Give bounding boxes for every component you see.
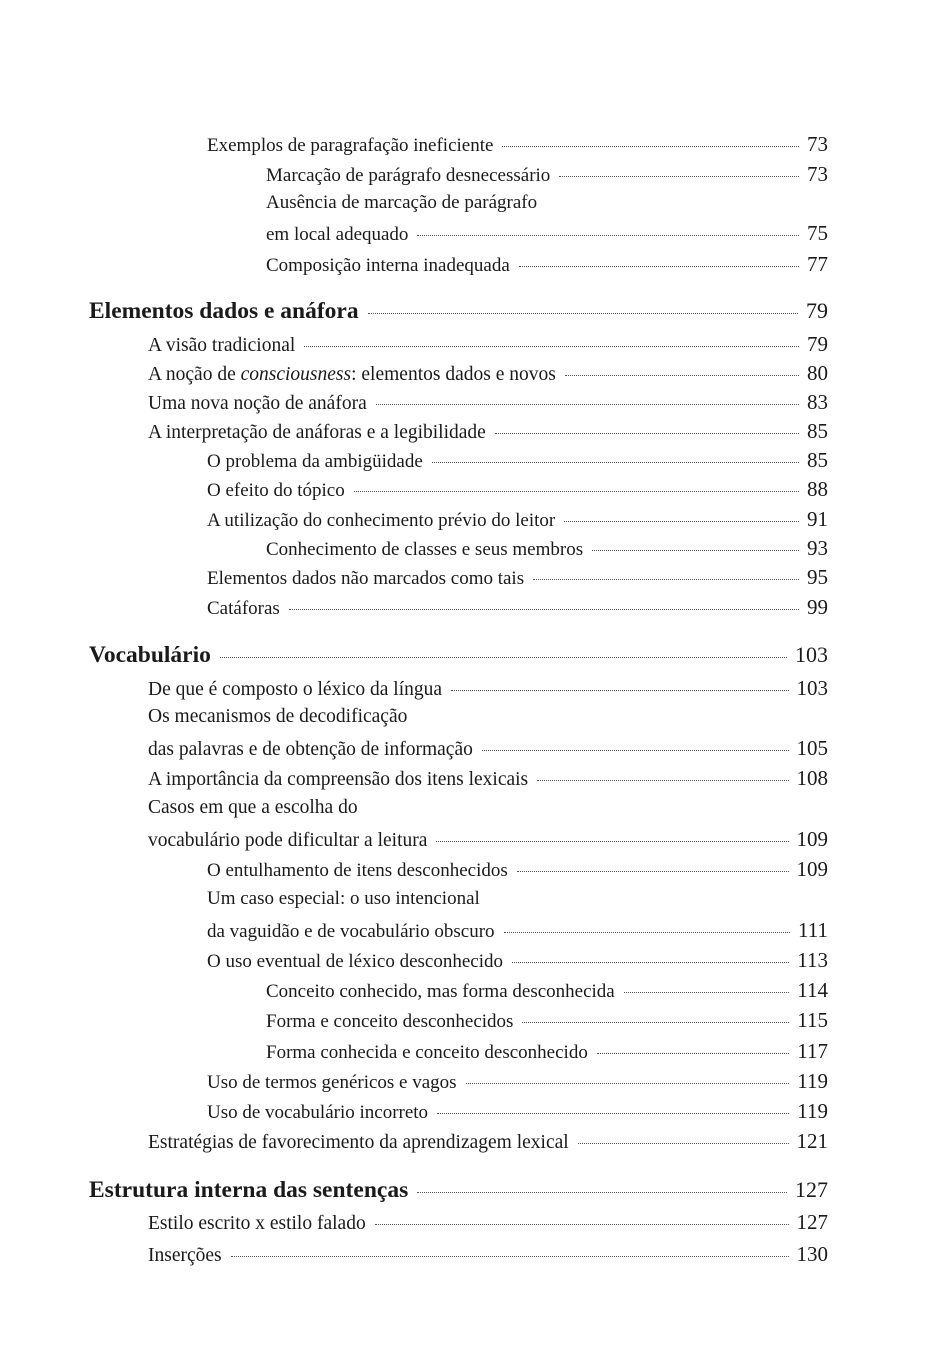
toc-entry[interactable] [266,1039,828,1064]
toc-entry[interactable] [148,736,828,761]
dot-leader [436,841,788,842]
dot-leader [482,750,789,751]
dot-leader [231,1256,789,1257]
toc-entry[interactable] [148,797,828,819]
toc-entry-title: Ausência de marcação de parágrafo [266,192,538,213]
toc-entry-page: 109 [796,827,828,851]
dot-leader [289,609,799,610]
dot-leader [466,1083,790,1084]
toc-entry-page: 103 [796,676,828,700]
toc-entry-page: 91 [807,507,828,531]
dot-leader [592,550,799,551]
dot-leader [432,462,799,463]
toc-entry-page: 111 [798,918,828,942]
toc-chapter-page: 79 [806,298,828,323]
toc-entry-page: 83 [807,390,828,414]
toc-entry-title: De que é composto o léxico da língua [148,679,443,700]
toc-entry[interactable] [148,1129,828,1154]
dot-leader [220,657,787,658]
toc-entry-title: O uso eventual de léxico desconhecido [207,951,503,972]
toc-entry-page: 73 [807,132,828,156]
toc-entry-title: da vaguidão e de vocabulário obscuro [207,921,495,942]
toc-entry[interactable] [266,536,828,561]
dot-leader [533,579,799,580]
toc-entry[interactable] [266,162,828,187]
toc-entry[interactable] [207,477,828,502]
toc-entry-title: Forma conhecida e conceito desconhecido [266,1042,588,1063]
toc-entry-title: Estilo escrito x estilo falado [148,1213,366,1234]
toc-entry[interactable] [207,132,828,157]
dot-leader [354,491,799,492]
toc-entry[interactable] [207,595,828,620]
toc-entry-title: A interpretação de anáforas e a legibilidade [148,422,486,443]
toc-chapter-page: 103 [795,642,828,667]
toc-entry-title: Marcação de parágrafo desnecessário [266,165,551,186]
dot-leader [437,1113,789,1114]
toc-entry-title: Exemplos de paragrafação ineficiente [207,135,494,156]
dot-leader [495,433,799,434]
dot-leader [559,176,799,177]
dot-leader [451,690,788,691]
toc-chapter[interactable] [89,1177,828,1204]
dot-leader [417,1192,787,1193]
toc-chapter-title: Vocabulário [89,642,211,668]
toc-chapter[interactable] [89,642,828,669]
toc-entry-title: das palavras e de obtenção de informação [148,739,473,760]
toc-entry-page: 85 [807,448,828,472]
toc-entry-page: 109 [796,857,828,881]
toc-entry-title: Uma nova noção de anáfora [148,393,367,414]
toc-entry[interactable] [207,448,828,473]
toc-entry[interactable] [266,1008,828,1033]
toc-entry[interactable] [148,361,828,386]
italic-term: consciousness [240,364,352,385]
toc-entry[interactable] [148,766,828,791]
toc-entry[interactable] [148,332,828,357]
dot-leader [504,932,791,933]
toc-entry-title: A noção de consciousness: elementos dados e novos [148,364,556,385]
dot-leader [512,962,789,963]
toc-entry[interactable] [266,978,828,1003]
dot-leader [376,404,799,405]
toc-chapter-page: 127 [795,1177,828,1202]
toc-entry-page: 85 [807,419,828,443]
toc-entry-title: Estratégias de favorecimento da aprendizagem lexical [148,1132,569,1153]
dot-leader [519,266,799,267]
toc-entry[interactable] [148,827,828,852]
dot-leader [304,346,799,347]
dot-leader [502,146,799,147]
toc-entry-page: 115 [797,1008,828,1032]
toc-entry-title: Elementos dados não marcados como tais [207,568,525,589]
toc-entry-page: 108 [796,766,828,790]
dot-leader [565,375,799,376]
dot-leader [564,521,799,522]
toc-entry[interactable] [207,948,828,973]
dot-leader [537,780,788,781]
toc-entry-title: em local adequado [266,224,409,245]
toc-entry-page: 95 [807,565,828,589]
toc-entry-title: Composição interna inadequada [266,255,510,276]
toc-entry-page: 113 [797,948,828,972]
toc-entry-title: A utilização do conhecimento prévio do leitor [207,510,556,531]
toc-entry-title: A importância da compreensão dos itens lexicais [148,769,529,790]
toc-entry-page: 79 [807,332,828,356]
toc-entry-page: 105 [796,736,828,760]
toc-entry-title: O problema da ambigüidade [207,451,423,472]
toc-entry-page: 80 [807,361,828,385]
toc-entry[interactable] [148,706,828,728]
dot-leader [578,1143,789,1144]
toc-chapter-title: Estrutura interna das sentenças [89,1177,409,1203]
toc-entry-title: O efeito do tópico [207,480,345,501]
toc-entry-title: Conhecimento de classes e seus membros [266,539,584,560]
toc-entry-page: 130 [796,1242,828,1266]
toc-entry[interactable] [207,565,828,590]
dot-leader [597,1053,789,1054]
toc-entry[interactable] [148,676,828,701]
toc-entry[interactable] [148,1242,828,1267]
dot-leader [517,871,789,872]
toc-entry[interactable] [207,1099,828,1124]
toc-entry-page: 121 [796,1129,828,1153]
toc-entry-page: 127 [796,1210,828,1234]
dot-leader [375,1224,789,1225]
dot-leader [522,1022,789,1023]
toc-entry[interactable] [266,252,828,277]
toc-entry[interactable] [148,419,828,444]
toc-entry-title: Conceito conhecido, mas forma desconhecida [266,981,615,1002]
toc-entry-page: 77 [807,252,828,276]
dot-leader [417,235,799,236]
toc-entry-page: 119 [797,1069,828,1093]
toc-chapter[interactable] [89,298,828,325]
toc-entry-title: Forma e conceito desconhecidos [266,1011,514,1032]
toc-entry[interactable] [148,1210,828,1235]
toc-entry[interactable] [148,390,828,415]
toc-entry-page: 99 [807,595,828,619]
toc-entry-page: 93 [807,536,828,560]
toc-entry-title: Uso de vocabulário incorreto [207,1102,429,1123]
toc-entry-title: Uso de termos genéricos e vagos [207,1072,457,1093]
toc-entry[interactable] [207,857,828,882]
dot-leader [624,992,790,993]
toc-entry-title: Os mecanismos de decodificação [148,706,408,727]
toc-entry-title: Catáforas [207,598,280,619]
toc-entry-title: vocabulário pode dificultar a leitura [148,830,428,851]
toc-chapter-title: Elementos dados e anáfora [89,298,359,324]
toc-entry-page: 88 [807,477,828,501]
toc-entry[interactable] [266,221,828,246]
toc-entry[interactable] [207,888,828,910]
toc-entry-title: A visão tradicional [148,335,296,356]
toc-entry-title: Inserções [148,1245,222,1266]
dot-leader [368,313,798,314]
toc-entry-title: Um caso especial: o uso intencional [207,888,480,909]
toc-entry-page: 114 [797,978,828,1002]
toc-entry-page: 117 [797,1039,828,1063]
toc-entry[interactable] [207,1069,828,1094]
toc-entry-page: 73 [807,162,828,186]
toc-entry-page: 75 [807,221,828,245]
toc-entry[interactable] [207,918,828,943]
toc-entry-title: O entulhamento de itens desconhecidos [207,860,508,881]
toc-entry-title: Casos em que a escolha do [148,797,358,818]
toc-entry[interactable] [207,507,828,532]
toc-entry-page: 119 [797,1099,828,1123]
toc-entry[interactable] [266,192,828,214]
